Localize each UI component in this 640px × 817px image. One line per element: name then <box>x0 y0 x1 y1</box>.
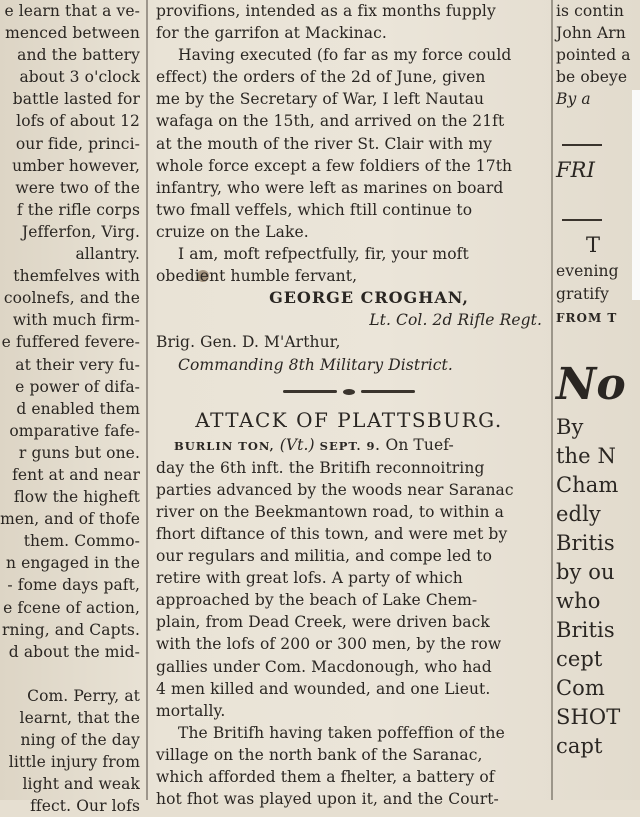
text-line: be obeye <box>556 68 628 87</box>
text-line: edly <box>556 501 601 526</box>
text-line: lofs of about 12 <box>16 112 140 131</box>
text-line: parties advanced by the woods near Saranac <box>156 480 514 499</box>
dateline-date: SEPT. 9. <box>319 438 381 453</box>
text-line: little injury from <box>8 753 140 772</box>
right-bottom-text <box>556 413 640 761</box>
article-body <box>150 457 548 722</box>
text-line: learnt, that the <box>19 709 140 727</box>
text-line: cruize on the Lake. <box>156 222 309 241</box>
text-line: two fmall veffels, which ftill continue to <box>156 200 473 219</box>
right-column <box>556 0 640 800</box>
text-line: capt <box>556 733 603 758</box>
text-line: coolnefs, and the <box>3 289 140 308</box>
text-line: themfelves with <box>13 267 140 286</box>
text-line: ffect. Our lofs <box>30 797 140 816</box>
page-edge <box>632 90 640 300</box>
text-line: for the garrifon at Mackinac. <box>156 24 387 43</box>
text-line: our regulars and militia, and compe led to <box>156 547 493 566</box>
text-line: retire with great lofs. A party of which <box>156 569 463 588</box>
text-line: e fcene of action, <box>3 598 140 617</box>
text-line: day the 6th inft. the Britifh reconnoitring <box>156 458 485 477</box>
text-line: wafaga on the 15th, and arrived on the 21ft <box>156 112 505 131</box>
text-line: light and weak <box>22 775 140 794</box>
text-line: menced between <box>5 24 140 43</box>
recipient-title: Commanding 8th Military District. <box>178 355 453 374</box>
text-line: omparative fafe- <box>9 421 140 440</box>
right-top-text <box>556 0 640 110</box>
text-line: fhort diftance of this town, and were met by <box>156 524 508 543</box>
right-rule <box>562 144 602 146</box>
text-line: umber however, <box>12 156 140 175</box>
right-rule <box>562 219 602 221</box>
signature-title: Lt. Col. 2d Rifle Regt. <box>369 311 542 330</box>
recipient-name: Brig. Gen. D. M'Arthur, <box>156 333 341 352</box>
text-line: by ou <box>556 559 615 584</box>
text-line: Having executed (fo far as my force could <box>178 46 512 65</box>
text-line: with much firm- <box>12 311 140 330</box>
text-line: e fuffered fevere- <box>1 333 140 352</box>
text-line: the N <box>556 443 616 468</box>
right-from: FROM T <box>556 310 618 325</box>
text-line: plain, from Dead Creek, were driven back <box>156 613 490 632</box>
text-line: gallies under Com. Macdonough, who had <box>156 657 492 676</box>
left-column <box>0 0 142 816</box>
text-line: infantry, who were left as marines on board <box>156 178 504 197</box>
text-line: them. Commo- <box>23 532 140 551</box>
text-line: at the mouth of the river St. Clair with my <box>156 134 492 153</box>
text-line: at their very fu- <box>15 355 140 374</box>
text-line: Com. Perry, at <box>27 686 140 705</box>
text-line: Jefferfon, Virg. <box>21 222 140 241</box>
text-line: river on the Beekmantown road, to within a <box>156 502 504 521</box>
text-line: Cham <box>556 472 619 497</box>
right-fri: FRI <box>556 158 595 183</box>
text-line: village on the north bank of the Saranac, <box>156 745 483 764</box>
column-rule <box>146 0 148 800</box>
text-line: Britis <box>556 530 615 555</box>
text-line: obedient humble fervant, <box>156 267 358 286</box>
article-headline: ATTACK OF PLATTSBURG. <box>195 407 503 432</box>
text-line: - fome days paft, <box>7 576 140 595</box>
column-rule <box>551 0 553 800</box>
text-line: The Britifh having taken poffeffion of the <box>178 723 505 742</box>
text-line: which afforded them a fhelter, a battery of <box>156 768 495 786</box>
text-line: our fide, princi- <box>15 134 140 153</box>
letter-intro <box>150 0 548 44</box>
text-line: hot fhot was played upon it, and the Court- <box>156 790 499 809</box>
text-line: e learn that a ve- <box>4 2 140 20</box>
text-line: By a <box>556 90 591 109</box>
text-line <box>0 663 142 685</box>
text-line: By <box>556 414 584 439</box>
text-line: Britis <box>556 617 615 642</box>
right-t: T <box>586 233 601 258</box>
letter-paragraph <box>150 44 548 243</box>
text-line: battle lasted for <box>12 90 140 109</box>
signature-name: GEORGE CROGHAN, <box>269 288 469 308</box>
text-line: and the battery <box>17 46 140 65</box>
text-line: whole force except a few foldiers of the 17th <box>156 156 513 175</box>
text-line: n engaged in the <box>5 554 140 573</box>
text-line: I am, moft refpectfully, fir, your moft <box>178 245 469 264</box>
text-line: 4 men killed and wounded, and one Lieut. <box>156 679 491 698</box>
text-line: fent at and near <box>12 465 140 484</box>
text-line: mortally. <box>156 701 226 720</box>
text-line: pointed a <box>556 46 631 65</box>
letter-closing <box>150 243 548 287</box>
text-line: gratify <box>556 284 609 303</box>
text-line: with the lofs of 200 or 300 men, by the row <box>156 635 502 654</box>
text-line: evening <box>556 262 619 281</box>
text-line: cept <box>556 646 603 671</box>
text-line: e power of difa- <box>15 377 140 396</box>
text-line: about 3 o'clock <box>19 68 140 87</box>
text-line: John Arn <box>556 24 626 43</box>
text-line: provifions, intended as a fix months fupply <box>156 2 496 20</box>
text-line: d about the mid- <box>8 642 140 661</box>
text-line: me by the Secretary of War, I left Nautau <box>156 90 485 109</box>
text-line: men, and of thofe <box>0 510 140 529</box>
text-line: is contin <box>556 2 624 20</box>
separator-ornament <box>150 382 548 402</box>
dateline-state: (Vt.) <box>279 435 315 454</box>
text-line: ning of the day <box>20 731 140 750</box>
middle-column <box>150 0 548 809</box>
text-line: effect) the orders of the 2d of June, given <box>156 68 486 87</box>
text-line: allantry. <box>75 245 140 264</box>
text-line: approached by the beach of Lake Chem- <box>156 591 478 610</box>
text-line: r guns but one. <box>18 443 140 462</box>
text-line: Com <box>556 675 605 700</box>
dateline-place: BURLIN TON, <box>174 438 275 453</box>
text-line: f the rifle corps <box>16 200 140 219</box>
text-line: who <box>556 588 601 613</box>
text-line: d enabled them <box>16 399 140 418</box>
right-mid-text <box>556 260 640 304</box>
text-line: flow the higheft <box>13 488 140 507</box>
right-no: No <box>556 358 626 410</box>
text-line: SHOT <box>556 704 621 729</box>
dateline-text: On Tuef- <box>385 435 454 454</box>
text-line: were two of the <box>15 178 140 197</box>
text-line: rning, and Capts. <box>1 620 140 639</box>
article-dateline <box>150 434 548 457</box>
article-paragraph-2 <box>150 722 548 810</box>
